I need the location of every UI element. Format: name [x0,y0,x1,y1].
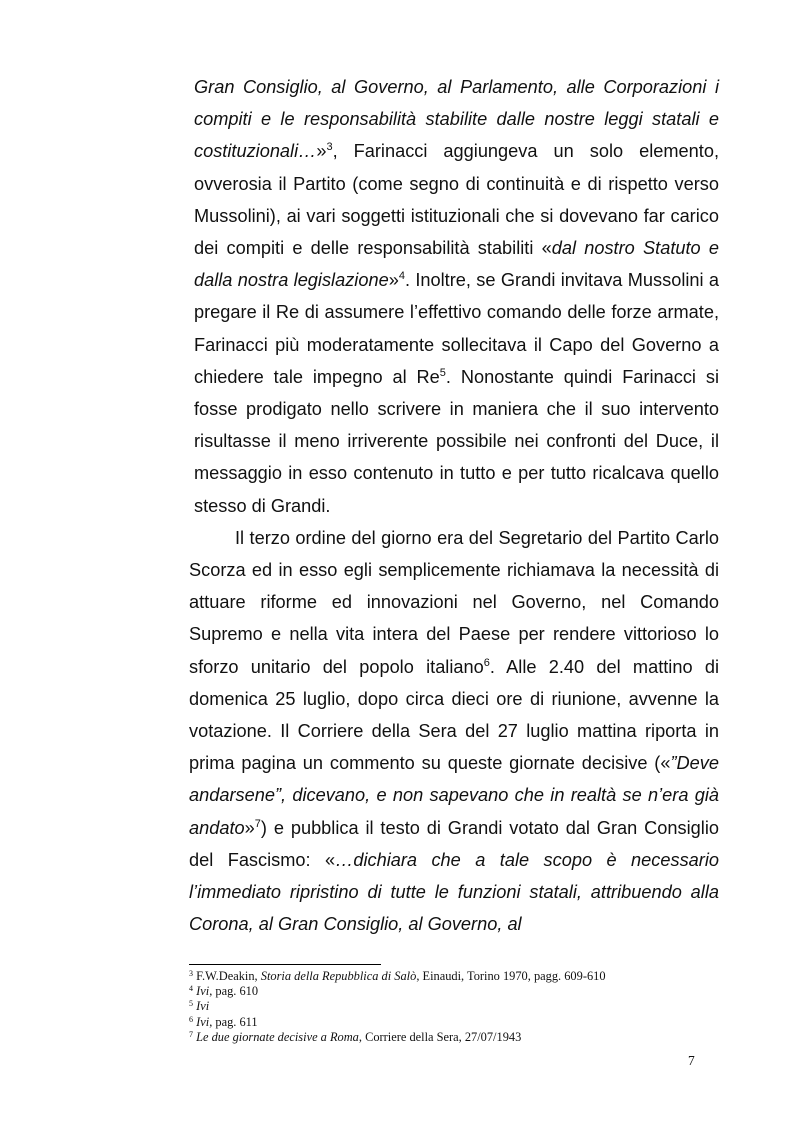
body-text: . Nonostante quindi Farinacci si fosse prodigato nello scrivere in maniera che il suo intervento risultasse il meno irriverente possibile nei confronti del Duce, il messaggio in esso contenuto in tutto e per tutto ricalcava quello stesso di Grandi. [194,366,719,516]
footnote-number: 7 [189,1029,193,1039]
footnote-title: Storia della Repubblica di Salò [260,969,417,983]
footnote-number: 5 [189,999,193,1009]
quote-close: » [244,817,255,838]
footnote-title: Ivi [196,999,210,1014]
footnote-text: , Corriere della Sera, 27/07/1943 [358,1029,522,1044]
footnote-ref-5[interactable]: 5 [439,366,446,379]
footnote-ref-7[interactable]: 7 [254,817,261,830]
footnote-ref-4[interactable]: 4 [398,270,405,283]
page-body [189,71,719,940]
body-text: ) e pubblica il testo di Grandi votato dal Gran Consiglio del Fascismo: « [189,817,719,870]
footnote-title: Le due giornate decisive a Roma [196,1029,359,1044]
quote-text: …dichiara che a tale scopo è necessario l’immediato ripristino di tutte le funzioni statali, attribuendo alla Corona, al Gran Consiglio, al Governo, al [189,849,720,935]
footnotes [189,969,719,1045]
footnote-title: Ivi [196,1014,210,1029]
footnote-7 [189,1030,719,1045]
footnote-separator [189,964,381,965]
quote-close: » [388,270,399,291]
quote-close: » [316,141,327,162]
body-text: . Inoltre, se Grandi invitava Mussolini a pregare il Re di assumere l’effettivo comando delle forze armate, Farinacci più moderatamente sollecitava il Capo del Governo a chiedere tale impegno al Re [194,270,720,387]
footnote-text: F.W.Deakin, [196,969,261,983]
body-text: Il terzo ordine del giorno era del Segretario del Partito Carlo Scorza ed in esso egli semplicemente richiamava la necessità di attuare riforme ed innovazioni nel Governo, nel Comando Supremo e nella vita intera del Paese per rendere vittorioso lo sforzo unitario del popolo italiano [189,527,719,677]
footnote-title: Ivi [196,984,210,999]
body-text: , Farinacci aggiungeva un solo elemento, ovverosia il Partito (come segno di continuità e di rispetto verso Mussolini), ai vari soggetti istituzionali che si dovevano far carico dei compiti e delle responsabilità stabiliti « [194,141,719,259]
footnote-number: 3 [189,969,193,978]
footnote-5 [189,999,719,1014]
footnote-4 [189,984,719,999]
footnote-6 [189,1015,719,1030]
page-number: 7 [688,1053,695,1068]
quote-text: dal nostro Statuto e dalla nostra legislazione [194,238,719,291]
footnote-ref-6[interactable]: 6 [483,656,490,669]
quote-text: Gran Consiglio, al Governo, al Parlamento, alle Corporazioni i compiti e le responsabilità stabilite dalle nostre leggi statali e costituzionali… [194,77,719,162]
paragraph-continuation [189,71,719,522]
body-text: . Alle 2.40 del mattino di domenica 25 luglio, dopo circa dieci ore di riunione, avvenne la votazione. Il Corriere della Sera del 27 luglio mattina riporta in prima pagina un commento su queste giornate decisive (« [189,656,719,774]
quote-text: ”Deve andarsene”, dicevano, e non sapevano che in realtà se n’era già andato [189,753,719,838]
footnote-number: 4 [189,984,193,994]
footnote-3 [189,969,719,984]
footnote-number: 6 [189,1014,193,1024]
paragraph-terzo-ordine [189,522,719,941]
footnote-ref-3[interactable]: 3 [326,141,333,154]
footnote-text: , pag. 610 [209,984,259,999]
footnote-text: , pag. 611 [209,1014,258,1029]
footnote-text: , Einaudi, Torino 1970, pagg. 609-610 [416,969,606,983]
